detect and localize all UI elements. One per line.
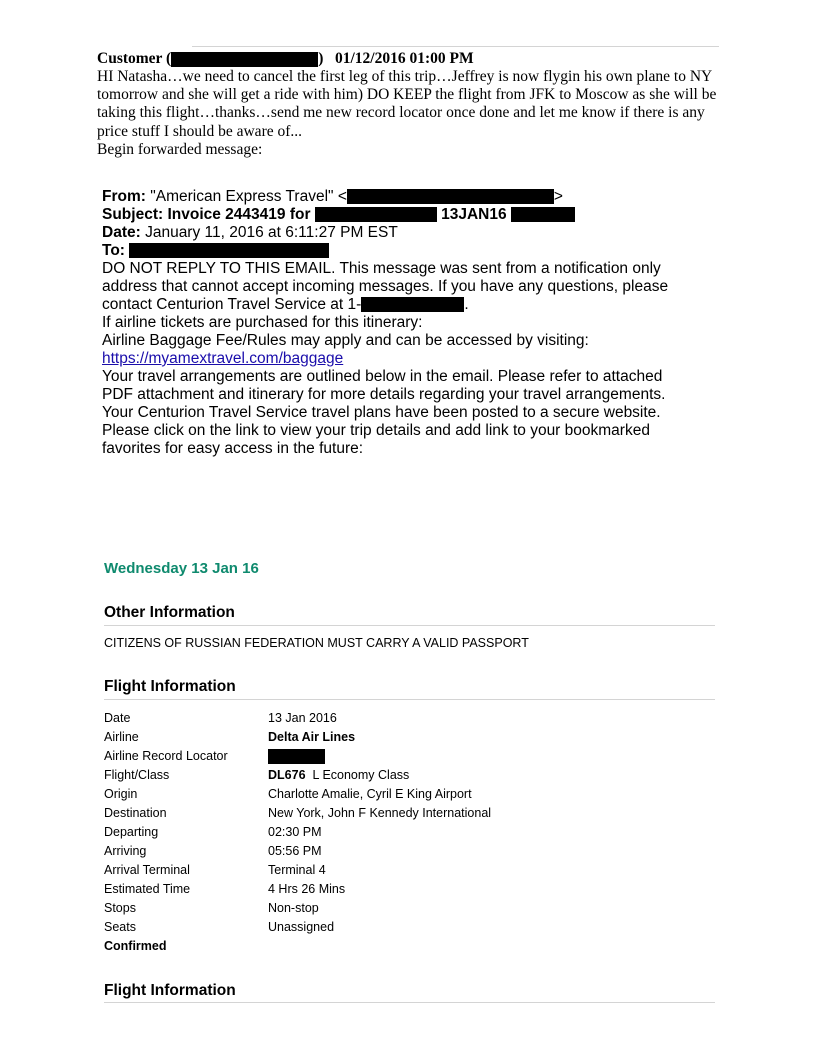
baggage-link[interactable]: https://myamextravel.com/baggage [102, 350, 344, 367]
flight-class: L Economy Class [312, 768, 410, 782]
row-label: Seats [104, 920, 136, 934]
row-value: 02:30 PM [268, 825, 322, 839]
row-value [268, 748, 325, 764]
period: . [464, 296, 469, 313]
baggage-line: Airline Baggage Fee/Rules may apply and can be accessed by visiting: [102, 332, 589, 349]
row-value: Non-stop [268, 901, 319, 915]
to-label: To: [102, 242, 125, 259]
row-label: Airline [104, 730, 139, 744]
email-to [102, 242, 702, 260]
from-value: "American Express Travel" < [150, 188, 347, 205]
row-label: Destination [104, 806, 167, 820]
other-info-text: CITIZENS OF RUSSIAN FEDERATION MUST CARRY A VALID PASSPORT [104, 636, 529, 650]
row-value: 05:56 PM [268, 844, 322, 858]
outline-line: Your travel arrangements are outlined below in the email. Please refer to attached [102, 368, 663, 385]
redacted-block [511, 207, 575, 222]
redacted-block [268, 749, 325, 764]
row-value: 13 Jan 2016 [268, 711, 337, 725]
row-value: 4 Hrs 26 Mins [268, 882, 346, 896]
row-label: Flight/Class [104, 768, 170, 782]
row-label: Estimated Time [104, 882, 191, 896]
note-sender-close: ) [318, 50, 324, 67]
body-line-text: contact Centurion Travel Service at 1- [102, 296, 362, 313]
from-label: From: [102, 188, 146, 205]
redacted-block [315, 207, 437, 222]
subject-value: Invoice 2443419 for [167, 206, 311, 223]
redacted-block [361, 297, 464, 312]
from-close: > [553, 188, 563, 205]
row-label: Departing [104, 825, 159, 839]
email-date [102, 224, 702, 242]
date-label: Date: [102, 224, 141, 241]
row-value: Unassigned [268, 920, 335, 934]
note-body: HI Natasha…we need to cancel the first leg of this trip…Jeffrey is now flygin his own plane to NY tomorrow and she will get a ride with him) DO KEEP the flight from JFK to Moscow as she will be taking this flight…thanks…send me new record locator once done and let me know if there is any price stuff I should be aware of... [97, 68, 717, 140]
body-line [102, 296, 702, 314]
section-divider [104, 699, 715, 700]
row-label: Stops [104, 901, 136, 915]
row-value: New York, John F Kennedy International [268, 806, 492, 820]
outline-line: Please click on the link to view your trip details and add link to your bookmarked [102, 422, 650, 439]
row-value: Delta Air Lines [268, 730, 356, 744]
customer-note [97, 46, 719, 159]
note-header [97, 49, 719, 68]
row-label: Arriving [104, 844, 147, 858]
other-info-title: Other Information [104, 604, 235, 621]
section-divider [104, 1002, 715, 1003]
email-from [102, 188, 702, 206]
subject-code: 13JAN16 [441, 206, 507, 223]
body-line: DO NOT REPLY TO THIS EMAIL. This message was sent from a notification only [102, 260, 661, 277]
row-label: Origin [104, 787, 138, 801]
note-datetime: 01/12/2016 01:00 PM [334, 50, 474, 67]
note-divider [192, 46, 719, 47]
tickets-line: If airline tickets are purchased for this itinerary: [102, 314, 423, 331]
row-value: Terminal 4 [268, 863, 326, 877]
forwarded-email [102, 188, 702, 458]
redacted-block [129, 243, 329, 258]
row-value [268, 767, 409, 783]
flight-info-title-2: Flight Information [104, 982, 236, 999]
body-line: address that cannot accept incoming messages. If you have any questions, please [102, 278, 669, 295]
note-sender: Customer ( [97, 50, 172, 67]
date-value: January 11, 2016 at 6:11:27 PM EST [145, 224, 398, 241]
outline-line: favorites for easy access in the future: [102, 440, 364, 457]
redacted-block [347, 189, 554, 204]
outline-line: PDF attachment and itinerary for more details regarding your travel arrangements. [102, 386, 666, 403]
confirmed-status: Confirmed [104, 939, 167, 953]
row-label: Date [104, 711, 131, 725]
row-label: Arrival Terminal [104, 863, 190, 877]
day-heading: Wednesday 13 Jan 16 [104, 560, 259, 577]
forward-label: Begin forwarded message: [97, 140, 263, 158]
email-subject [102, 206, 702, 224]
row-label: Airline Record Locator [104, 749, 228, 763]
flight-number: DL676 [268, 768, 306, 782]
redacted-block [171, 52, 318, 67]
outline-line: Your Centurion Travel Service travel plans have been posted to a secure website. [102, 404, 661, 421]
subject-label: Subject: [102, 206, 164, 223]
flight-info-title: Flight Information [104, 678, 236, 695]
row-value: Charlotte Amalie, Cyril E King Airport [268, 787, 472, 801]
section-divider [104, 625, 715, 626]
